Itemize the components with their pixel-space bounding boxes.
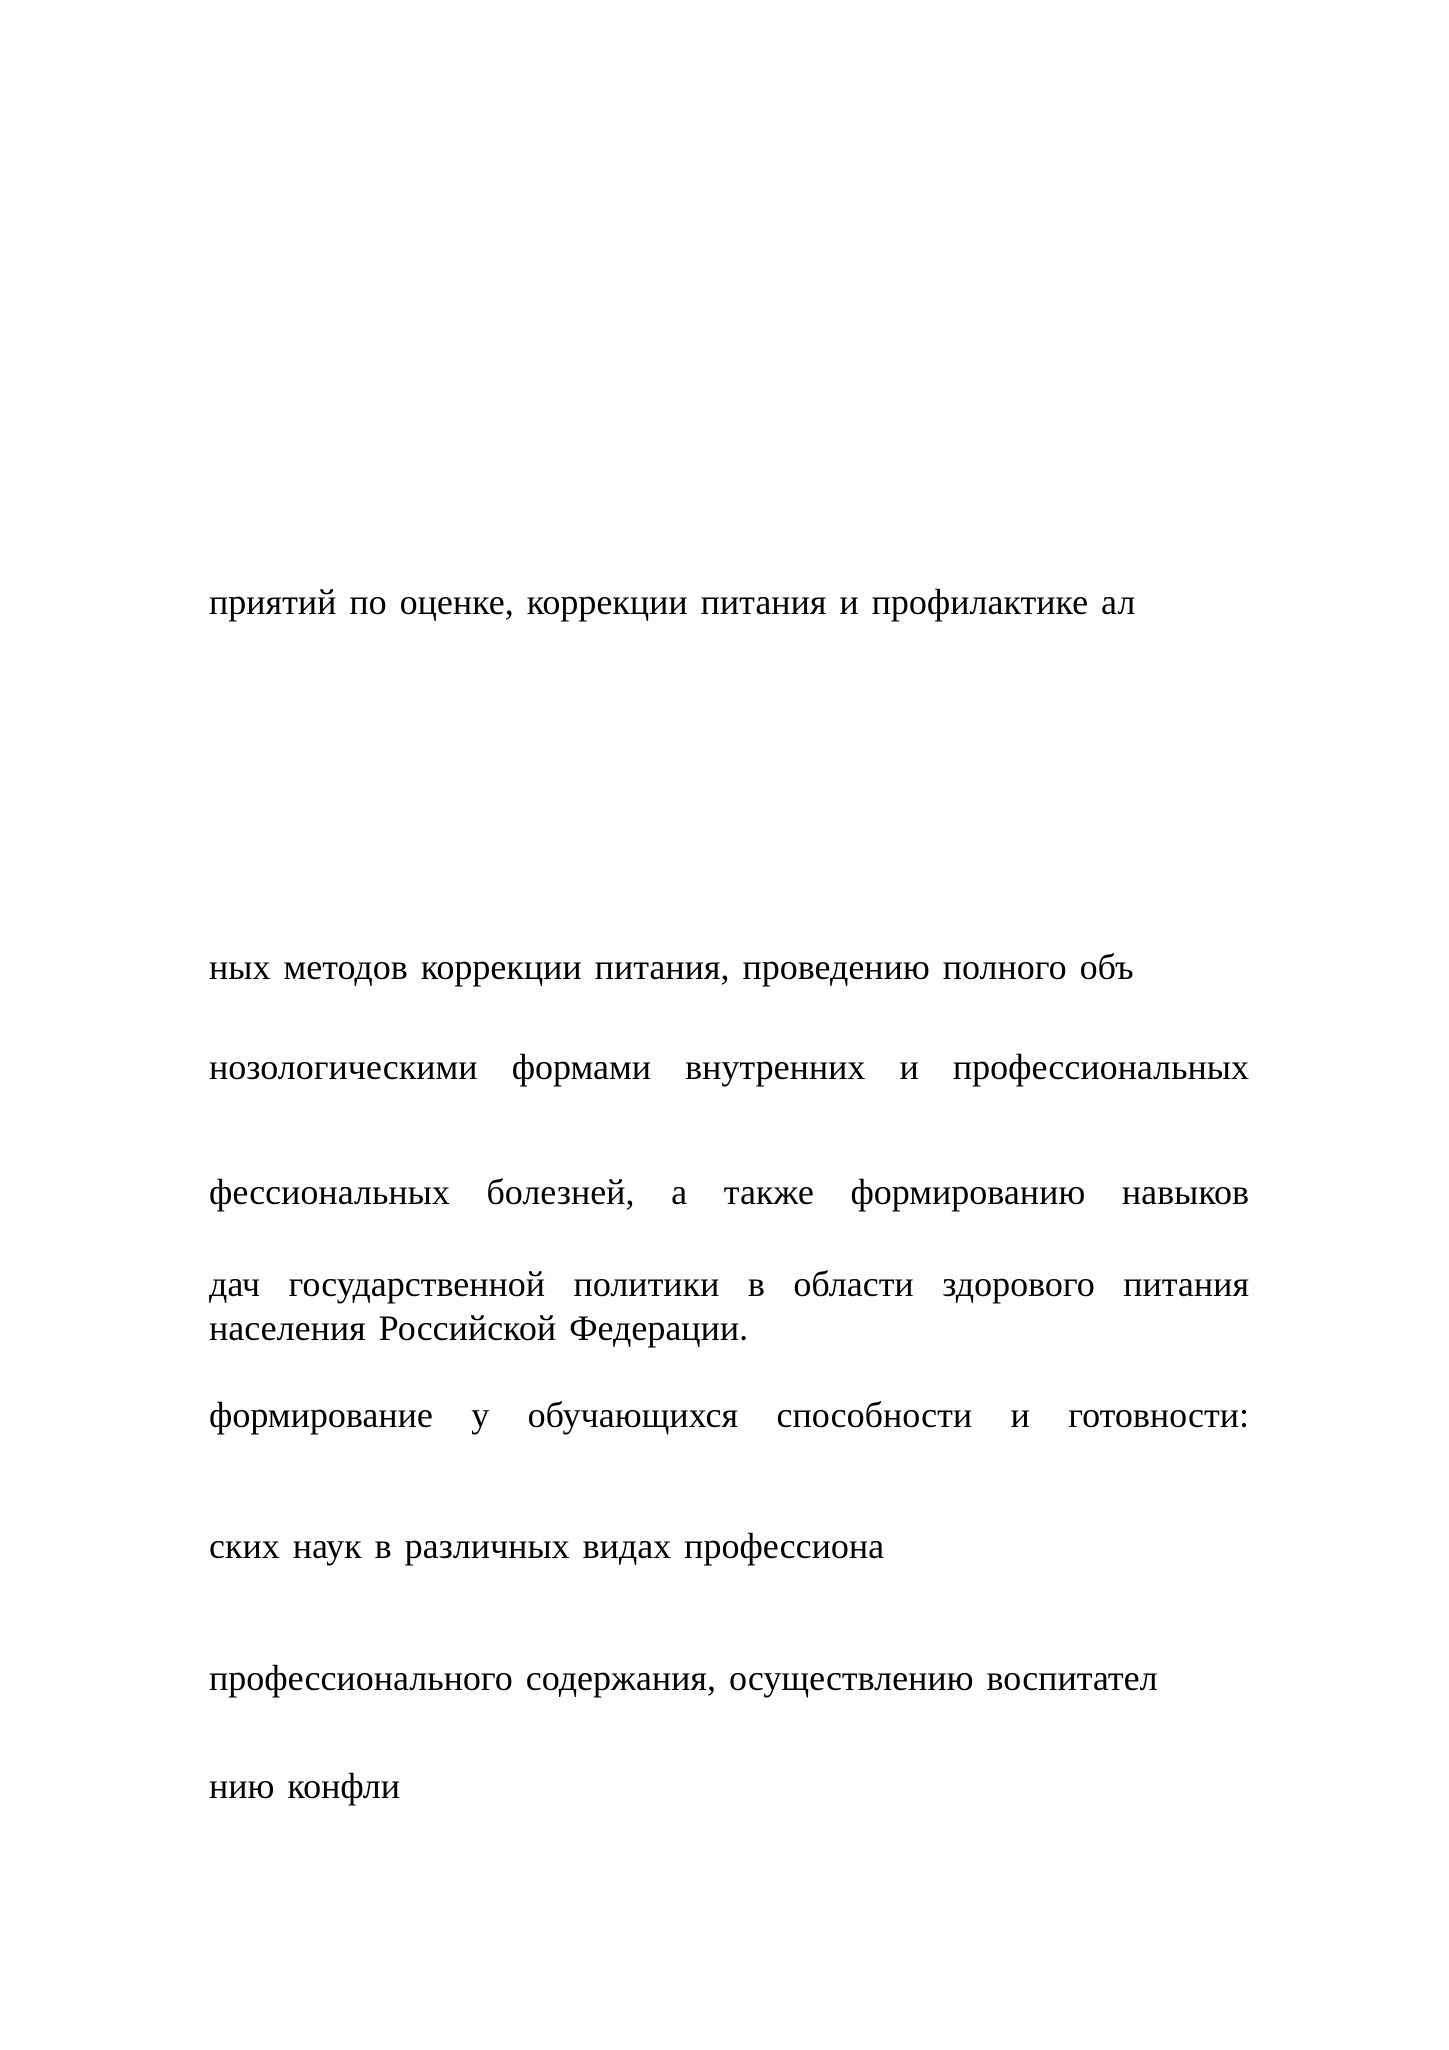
text-line-9: профессионального содержания, осуществлению воспитател	[209, 1658, 1158, 1698]
text-line-8: ских наук в различных видах профессиона	[209, 1526, 885, 1566]
text-line-7: формирование у обучающихся способности и готовности:	[209, 1395, 1249, 1435]
text-line-10: нию конфли	[209, 1766, 401, 1806]
text-line-6: населения Российской Федерации.	[209, 1308, 749, 1348]
text-line-4: фессиональных болезней, а также формированию навыков	[209, 1172, 1249, 1212]
text-line-1: приятий по оценке, коррекции питания и профилактике ал	[209, 582, 1136, 622]
text-line-2: ных методов коррекции питания, проведению полного объ	[209, 947, 1134, 987]
text-line-5: дач государственной политики в области здорового питания	[209, 1264, 1249, 1304]
text-line-3: нозологическими формами внутренних и профессиональных	[209, 1047, 1249, 1087]
